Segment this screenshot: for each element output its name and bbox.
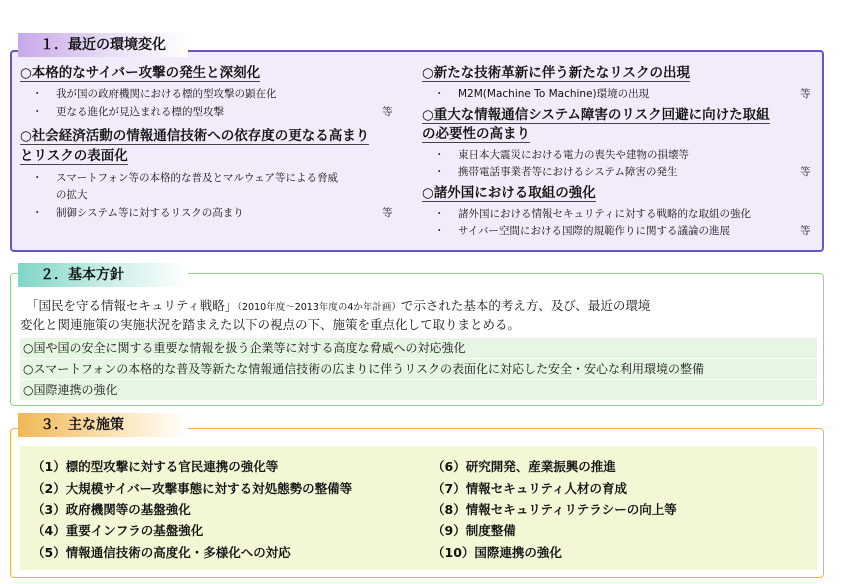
measure-item: （8）情報セキュリティリテラシーの向上等 — [432, 502, 677, 517]
focus-item: ○国や国の安全に関する重要な情報を扱う企業等に対する高度な脅威への対応強化 — [20, 338, 817, 358]
focus-item: ○スマートフォンの本格的な普及等新たな情報通信技術の広まりに伴うリスクの表面化に対応した安全・安心な利用環境の整備 — [20, 359, 817, 379]
heading-cyber-attacks: ○本格的なサイバー攻撃の発生と深刻化 — [20, 65, 261, 81]
policy-intro-line1: 「国民を守る情報セキュリティ戦略」（2010年度～2013年度の4か年計画）で示された基本的考え方、及び、最近の環境 — [26, 298, 651, 313]
heading-ict-dependence-line2: とリスクの表面化 — [20, 148, 128, 164]
bullet-item: ・ 制御システム等に対するリスクの高まり — [32, 207, 244, 219]
policy-intro-line2: 変化と関連施策の実施状況を踏まえた以下の視点の下、施策を重点化して取りまとめる。 — [20, 317, 521, 332]
recent-changes-title: １．最近の環境変化 — [18, 33, 188, 57]
measure-item: （4）重要インフラの基盤強化 — [32, 523, 204, 538]
measure-item: （5）情報通信技術の高度化・多様化への対応 — [32, 545, 291, 560]
bullet-item: ・ 諸外国における情報セキュリティに対する戦略的な取組の強化 — [434, 208, 751, 220]
bullet-item: ・ スマートフォン等の本格的な普及とマルウェア等による脅威 — [32, 172, 339, 184]
bullet-item: ・ 我が国の政府機関における標的型攻撃の顕在化 — [32, 88, 277, 100]
measure-item: （7）情報セキュリティ人材の育成 — [432, 481, 627, 496]
heading-foreign-efforts: ○諸外国における取組の強化 — [422, 185, 596, 201]
heading-new-technology-risks: ○新たな技術革新に伴う新たなリスクの出現 — [422, 65, 691, 81]
bullet-item: ・ サイバー空間における国際的規範作りに関する議論の進展 — [434, 225, 731, 237]
bullet-item: ・ 東日本大震災における電力の喪失や建物の損壊等 — [434, 149, 689, 161]
heading-ict-dependence: ○社会経済活動の情報通信技術への依存度の更なる高まり — [20, 128, 370, 144]
main-measures-title: ３．主な施策 — [18, 413, 188, 437]
etc-label: 等 — [800, 88, 811, 100]
etc-label: 等 — [382, 207, 393, 219]
measure-item: （10）国際連携の強化 — [432, 545, 562, 560]
measure-item: （9）制度整備 — [432, 523, 516, 538]
focus-item: ○国際連携の強化 — [20, 380, 817, 400]
bullet-item: ・ 更なる進化が見込まれる標的型攻撃 — [32, 106, 224, 118]
basic-policy-title: ２．基本方針 — [18, 263, 188, 287]
bullet-item: ・ M2M(Machine To Machine)環境の出現 — [434, 88, 650, 100]
measure-item: （1）標的型攻撃に対する官民連携の強化等 — [32, 459, 279, 474]
heading-system-failure-risk-line2: の必要性の高まり — [422, 126, 530, 142]
measure-item: （2）大規模サイバー攻撃事態に対する対処態勢の整備等 — [32, 481, 353, 496]
measure-item: （3）政府機関等の基盤強化 — [32, 502, 191, 517]
heading-system-failure-risk: ○重大な情報通信システム障害のリスク回避に向けた取組 — [422, 107, 770, 123]
measure-item: （6）研究開発、産業振興の推進 — [432, 459, 616, 474]
bullet-continuation: の拡大 — [56, 189, 88, 201]
bullet-item: ・ 携帯電話事業者等におけるシステム障害の発生 — [434, 166, 678, 178]
etc-label: 等 — [382, 106, 393, 118]
etc-label: 等 — [800, 225, 811, 237]
etc-label: 等 — [800, 166, 811, 178]
